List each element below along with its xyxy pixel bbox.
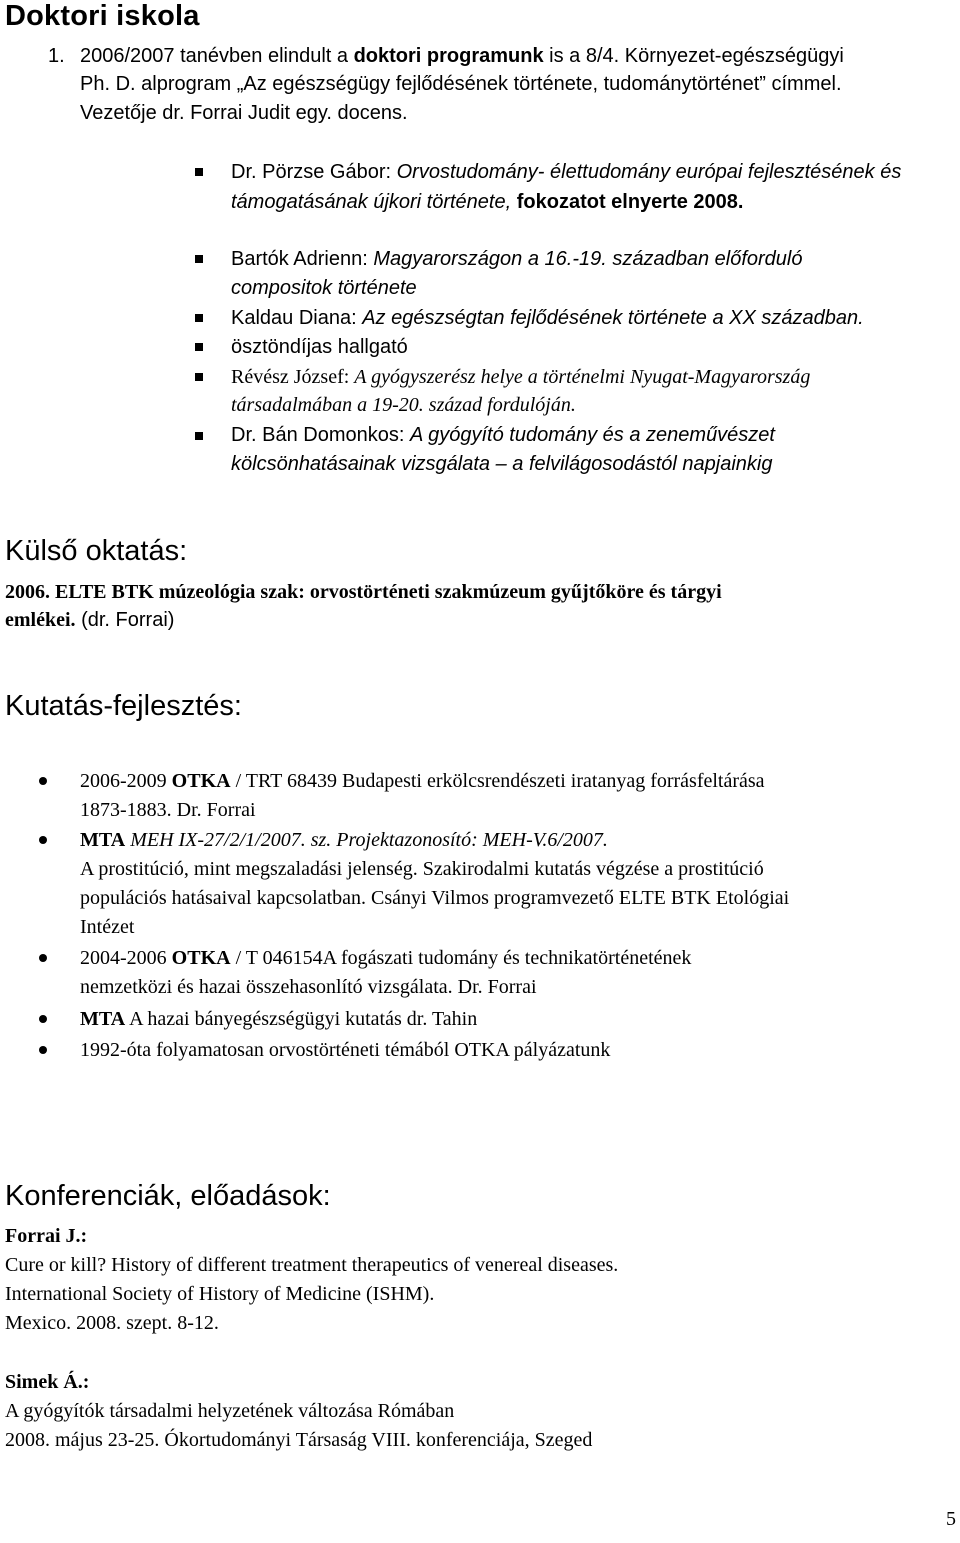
kutatas-item-2-line-3: populációs hatásaival kapcsolatban. Csányi Vilmos programvezető ELTE BTK Etológiai [80, 887, 790, 909]
heading-konferenciak: Konferenciák, előadások: [5, 1180, 331, 1212]
student-porzse-line-2: támogatásának újkori története, fokozatot elnyerte 2008. [231, 191, 744, 213]
heading-kulso-oktatas: Külső oktatás: [5, 535, 188, 567]
konferencia-forrai-line-1: Cure or kill? History of different treatment therapeutics of venereal diseases. [5, 1254, 619, 1276]
bullet-dot-icon [39, 1046, 47, 1054]
student-revesz-line-1: Révész József: A gyógyszerész helye a történelmi Nyugat-Magyarország [231, 366, 811, 388]
kulso-line-2: emlékei. (dr. Forrai) [5, 609, 175, 631]
square-bullet-icon [195, 314, 203, 322]
author-simek: Simek Á.: [5, 1371, 90, 1393]
kutatas-item-1-line-2: 1873-1883. Dr. Forrai [80, 799, 256, 821]
doktori-item-1-line-1: 2006/2007 tanévben elindult a doktori programunk is a 8/4. Környezet-egészségügyi [80, 45, 844, 67]
bullet-dot-icon [39, 954, 47, 962]
kutatas-item-2-line-4: Intézet [80, 916, 135, 938]
list-number: 1. [48, 45, 65, 67]
kutatas-item-4: MTA A hazai bányegészségügyi kutatás dr. Tahin [80, 1008, 478, 1030]
square-bullet-icon [195, 255, 203, 263]
square-bullet-icon [195, 168, 203, 176]
student-ban-line-1: Dr. Bán Domonkos: A gyógyító tudomány és a zeneművészet [231, 424, 775, 446]
doktori-item-1-line-3: Vezetője dr. Forrai Judit egy. docens. [80, 102, 408, 124]
heading-kutatas-fejlesztes: Kutatás-fejlesztés: [5, 690, 242, 722]
student-bartok-line-2: compositok története [231, 277, 417, 299]
student-osztondijas: ösztöndíjas hallgató [231, 336, 408, 358]
kulso-line-1: 2006. ELTE BTK múzeológia szak: orvostörténeti szakmúzeum gyűjtőköre és tárgyi [5, 581, 722, 603]
bullet-dot-icon [39, 836, 47, 844]
square-bullet-icon [195, 373, 203, 381]
student-porzse-line-1: Dr. Pörzse Gábor: Orvostudomány- élettudomány európai fejlesztésének és [231, 161, 902, 183]
konferencia-simek-line-1: A gyógyítók társadalmi helyzetének változása Rómában [5, 1400, 455, 1422]
bullet-dot-icon [39, 777, 47, 785]
kutatas-item-1-line-1: 2006-2009 OTKA / TRT 68439 Budapesti erkölcsrendészeti iratanyag forrásfeltárása [80, 770, 765, 792]
kutatas-item-5: 1992-óta folyamatosan orvostörténeti témából OTKA pályázatunk [80, 1039, 611, 1061]
student-bartok-line-1: Bartók Adrienn: Magyarországon a 16.-19. században előforduló [231, 248, 803, 270]
kutatas-item-2-line-2: A prostitúció, mint megszaladási jelenség. Szakirodalmi kutatás végzése a prostitúció [80, 858, 764, 880]
bullet-dot-icon [39, 1015, 47, 1023]
student-revesz-line-2: társadalmában a 19-20. század fordulóján. [231, 394, 576, 416]
konferencia-forrai-line-3: Mexico. 2008. szept. 8-12. [5, 1312, 219, 1334]
konferencia-simek-line-2: 2008. május 23-25. Ókortudományi Társaság VIII. konferenciája, Szeged [5, 1429, 593, 1451]
kutatas-item-2-line-1: MTA MEH IX-27/2/1/2007. sz. Projektazonosító: MEH-V.6/2007. [80, 829, 608, 851]
kutatas-item-3-line-1: 2004-2006 OTKA / T 046154A fogászati tudomány és technikatörténetének [80, 947, 692, 969]
page-number: 5 [946, 1508, 956, 1530]
author-forrai: Forrai J.: [5, 1225, 88, 1247]
konferencia-forrai-line-2: International Society of History of Medicine (ISHM). [5, 1283, 435, 1305]
square-bullet-icon [195, 432, 203, 440]
student-kaldau: Kaldau Diana: Az egészségtan fejlődésének története a XX században. [231, 307, 864, 329]
kutatas-item-3-line-2: nemzetközi és hazai összehasonlító vizsgálata. Dr. Forrai [80, 976, 537, 998]
student-ban-line-2: kölcsönhatásainak vizsgálata – a felvilágosodástól napjainkig [231, 453, 773, 475]
heading-doktori-iskola: Doktori iskola [5, 0, 200, 32]
doktori-item-1-line-2: Ph. D. alprogram „Az egészségügy fejlődésének története, tudománytörténet” címmel. [80, 73, 842, 95]
square-bullet-icon [195, 343, 203, 351]
